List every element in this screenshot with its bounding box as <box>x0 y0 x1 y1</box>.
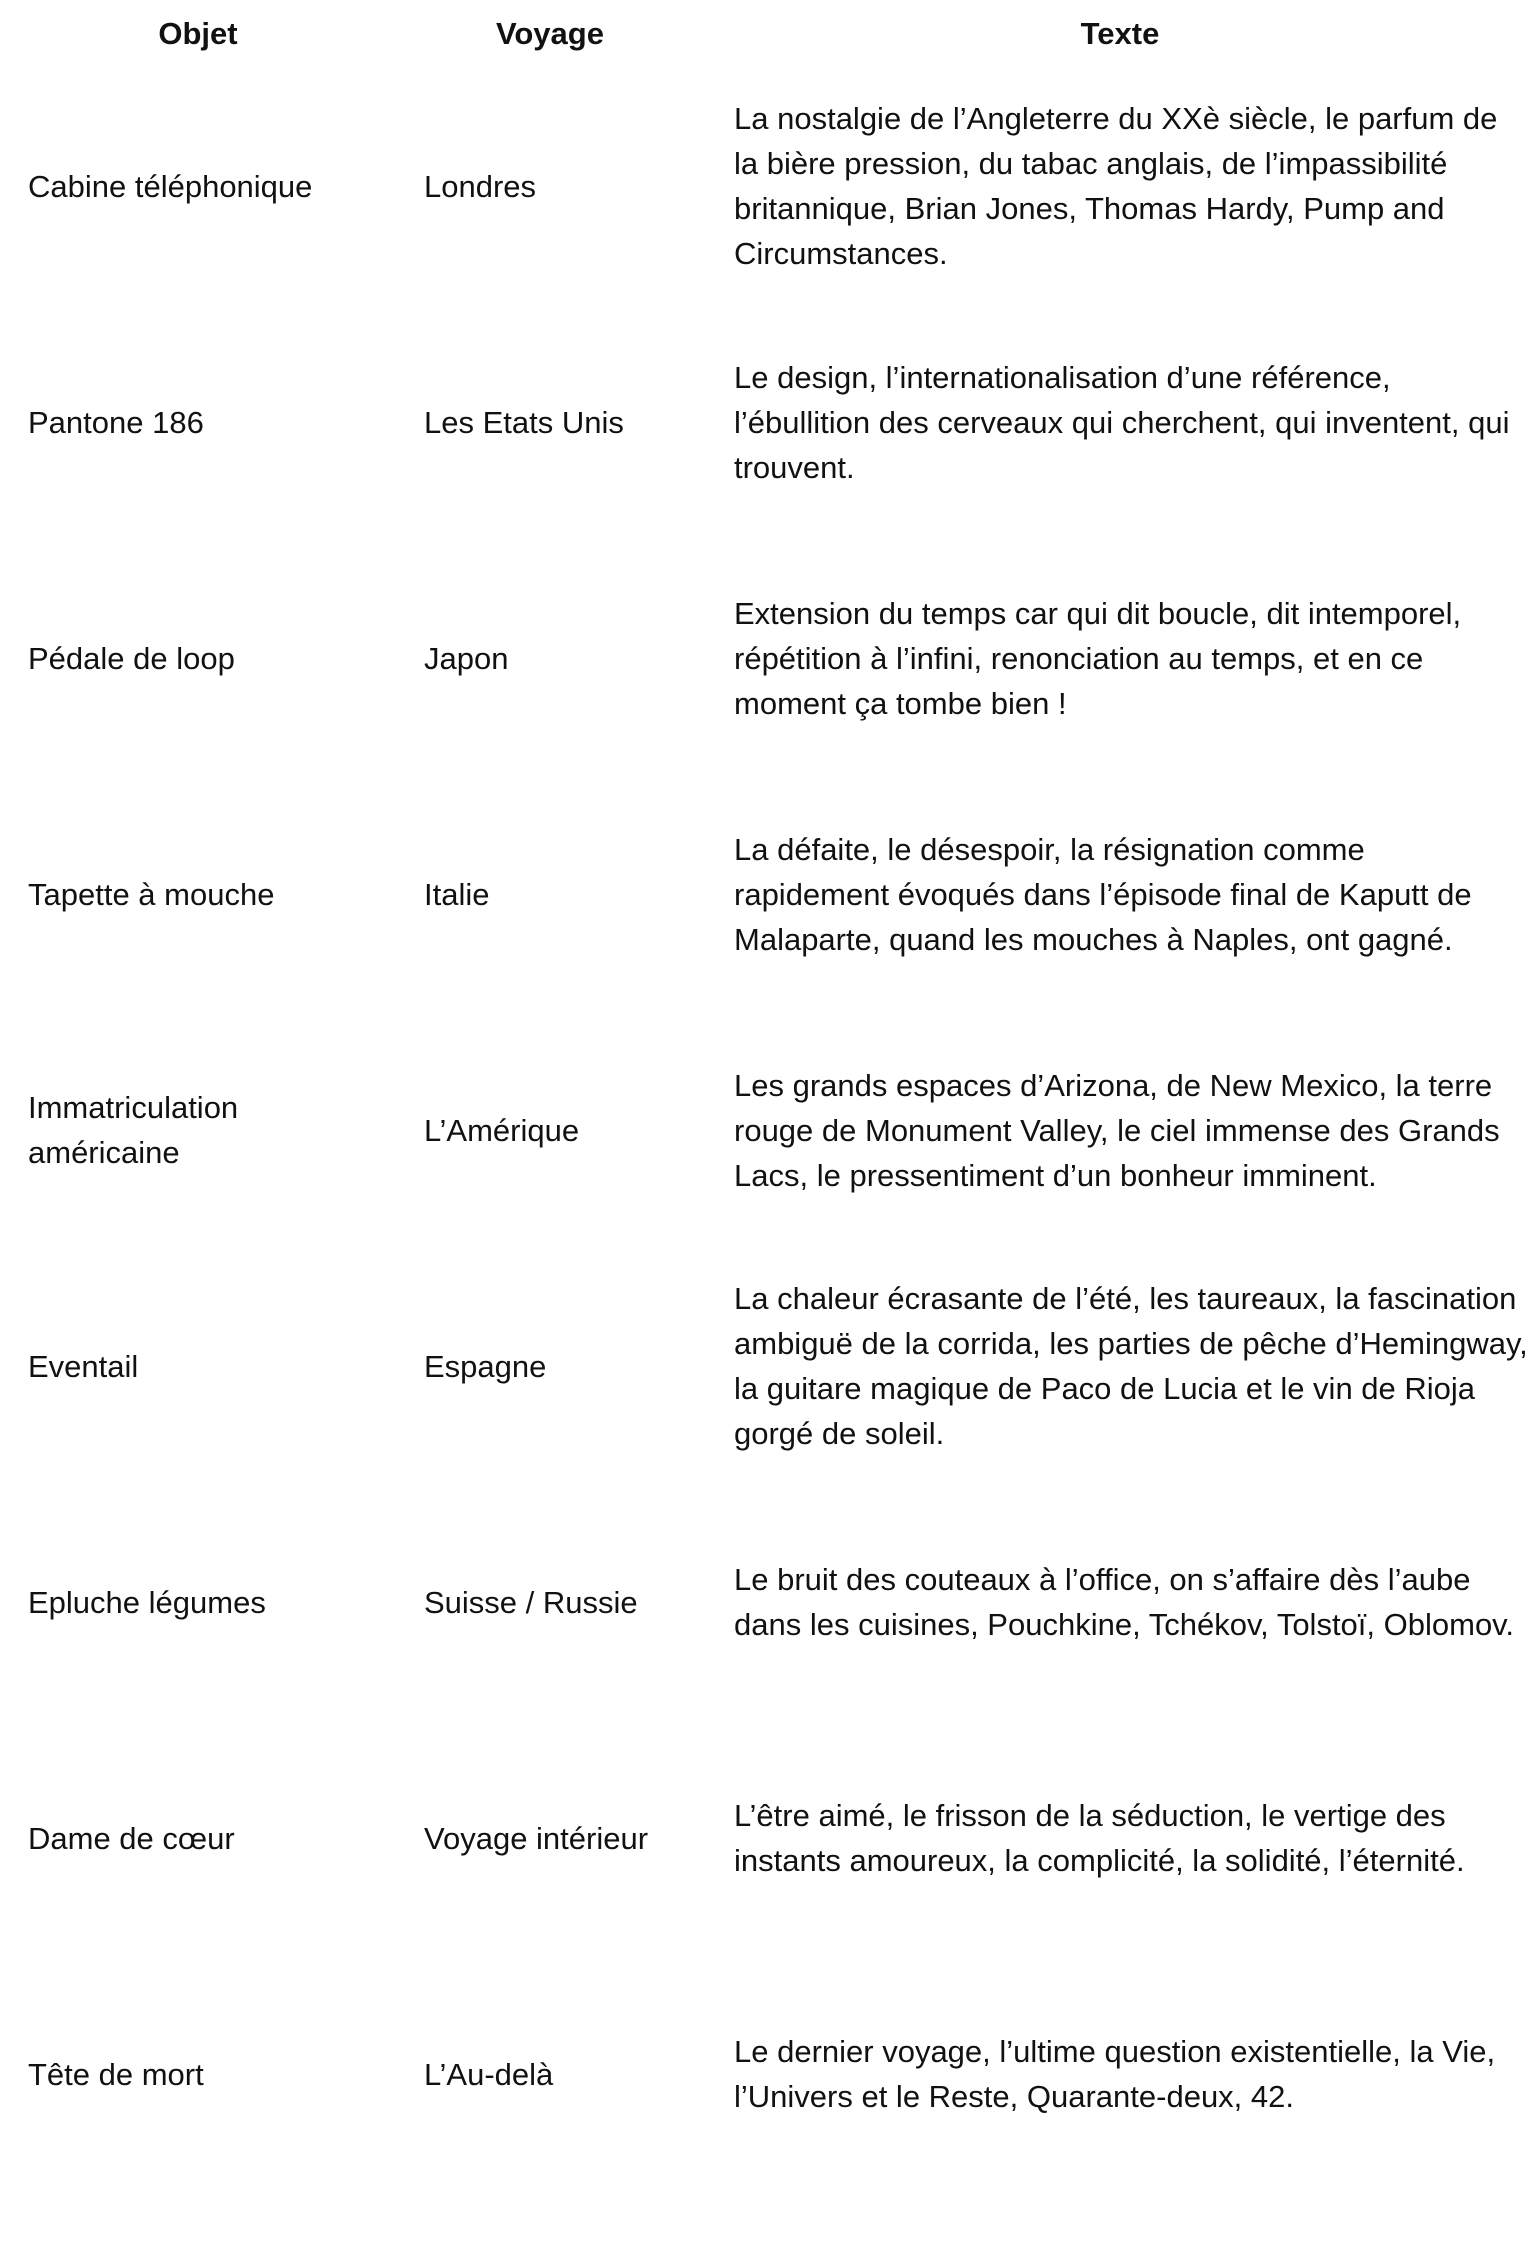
cell-texte: Les grands espaces d’Arizona, de New Mexico, la terre rouge de Monument Valley, le ciel immense des Grands Lacs, le pressentiment d’un bonheur imminent. <box>734 1067 1500 1193</box>
cell-voyage: Suisse / Russie <box>424 1584 638 1620</box>
cell-voyage: Japon <box>424 640 509 676</box>
cell-texte: La chaleur écrasante de l’été, les taureaux, la fascination ambiguë de la corrida, les parties de pêche d’Hemingway, la guitare magique de Paco de Lucia et le vin de Rioja gorgé de soleil. <box>734 1281 1528 1451</box>
table-row <box>0 1484 1536 1720</box>
cell-voyage: Les Etats Unis <box>424 404 624 440</box>
header-texte: Texte <box>1080 16 1160 51</box>
table-row <box>0 304 1536 540</box>
header-voyage: Voyage <box>496 16 604 51</box>
cell-objet: Pédale de loop <box>28 640 235 676</box>
cell-texte: L’être aimé, le frisson de la séduction, le vertige des instants amoureux, la complicité, la solidité, l’éternité. <box>734 1798 1465 1878</box>
cell-voyage: Italie <box>424 876 490 912</box>
cell-voyage: L’Amérique <box>424 1112 580 1148</box>
cell-objet: Tapette à mouche <box>28 876 275 912</box>
table-row <box>0 68 1536 304</box>
table-row <box>0 1956 1536 2192</box>
table-row <box>0 1012 1536 1248</box>
header-row <box>0 0 1536 68</box>
table-row <box>0 540 1536 776</box>
cell-texte: Le design, l’internationalisation d’une référence, l’ébullition des cerveaux qui cherchent, qui inventent, qui trouvent. <box>734 359 1510 485</box>
table-row <box>0 1248 1536 1484</box>
cell-voyage: Voyage intérieur <box>424 1820 649 1856</box>
cell-voyage: Londres <box>424 168 537 204</box>
cell-objet: Cabine téléphonique <box>28 168 313 204</box>
cell-voyage: L’Au-delà <box>424 2056 554 2092</box>
table-row <box>0 776 1536 1012</box>
cell-objet: Tête de mort <box>28 2056 204 2092</box>
cell-texte: Extension du temps car qui dit boucle, dit intemporel, répétition à l’infini, renonciation au temps, et en ce moment ça tombe bien ! <box>734 595 1462 721</box>
cell-texte: La nostalgie de l’Angleterre du XXè siècle, le parfum de la bière pression, du tabac anglais, de l’impassibilité britannique, Brian Jones, Thomas Hardy, Pump and Circumstances. <box>734 101 1498 271</box>
cell-texte: La défaite, le désespoir, la résignation comme rapidement évoqués dans l’épisode final de Kaputt de Malaparte, quand les mouches à Naples, ont gagné. <box>734 831 1472 957</box>
header-objet: Objet <box>158 16 238 51</box>
cell-objet: Dame de cœur <box>28 1820 235 1856</box>
cell-voyage: Espagne <box>424 1348 547 1384</box>
table-row <box>0 1720 1536 1956</box>
cell-objet: Pantone 186 <box>28 404 204 440</box>
cell-objet: Eventail <box>28 1348 139 1384</box>
cell-objet: Immatriculation américaine <box>28 1090 239 1170</box>
cell-texte: Le dernier voyage, l’ultime question existentielle, la Vie, l’Univers et le Reste, Quarante-deux, 42. <box>734 2034 1496 2114</box>
cell-objet: Epluche légumes <box>28 1584 266 1620</box>
cell-texte: Le bruit des couteaux à l’office, on s’affaire dès l’aube dans les cuisines, Pouchkine, Tchékov, Tolstoï, Oblomov. <box>734 1562 1514 1642</box>
